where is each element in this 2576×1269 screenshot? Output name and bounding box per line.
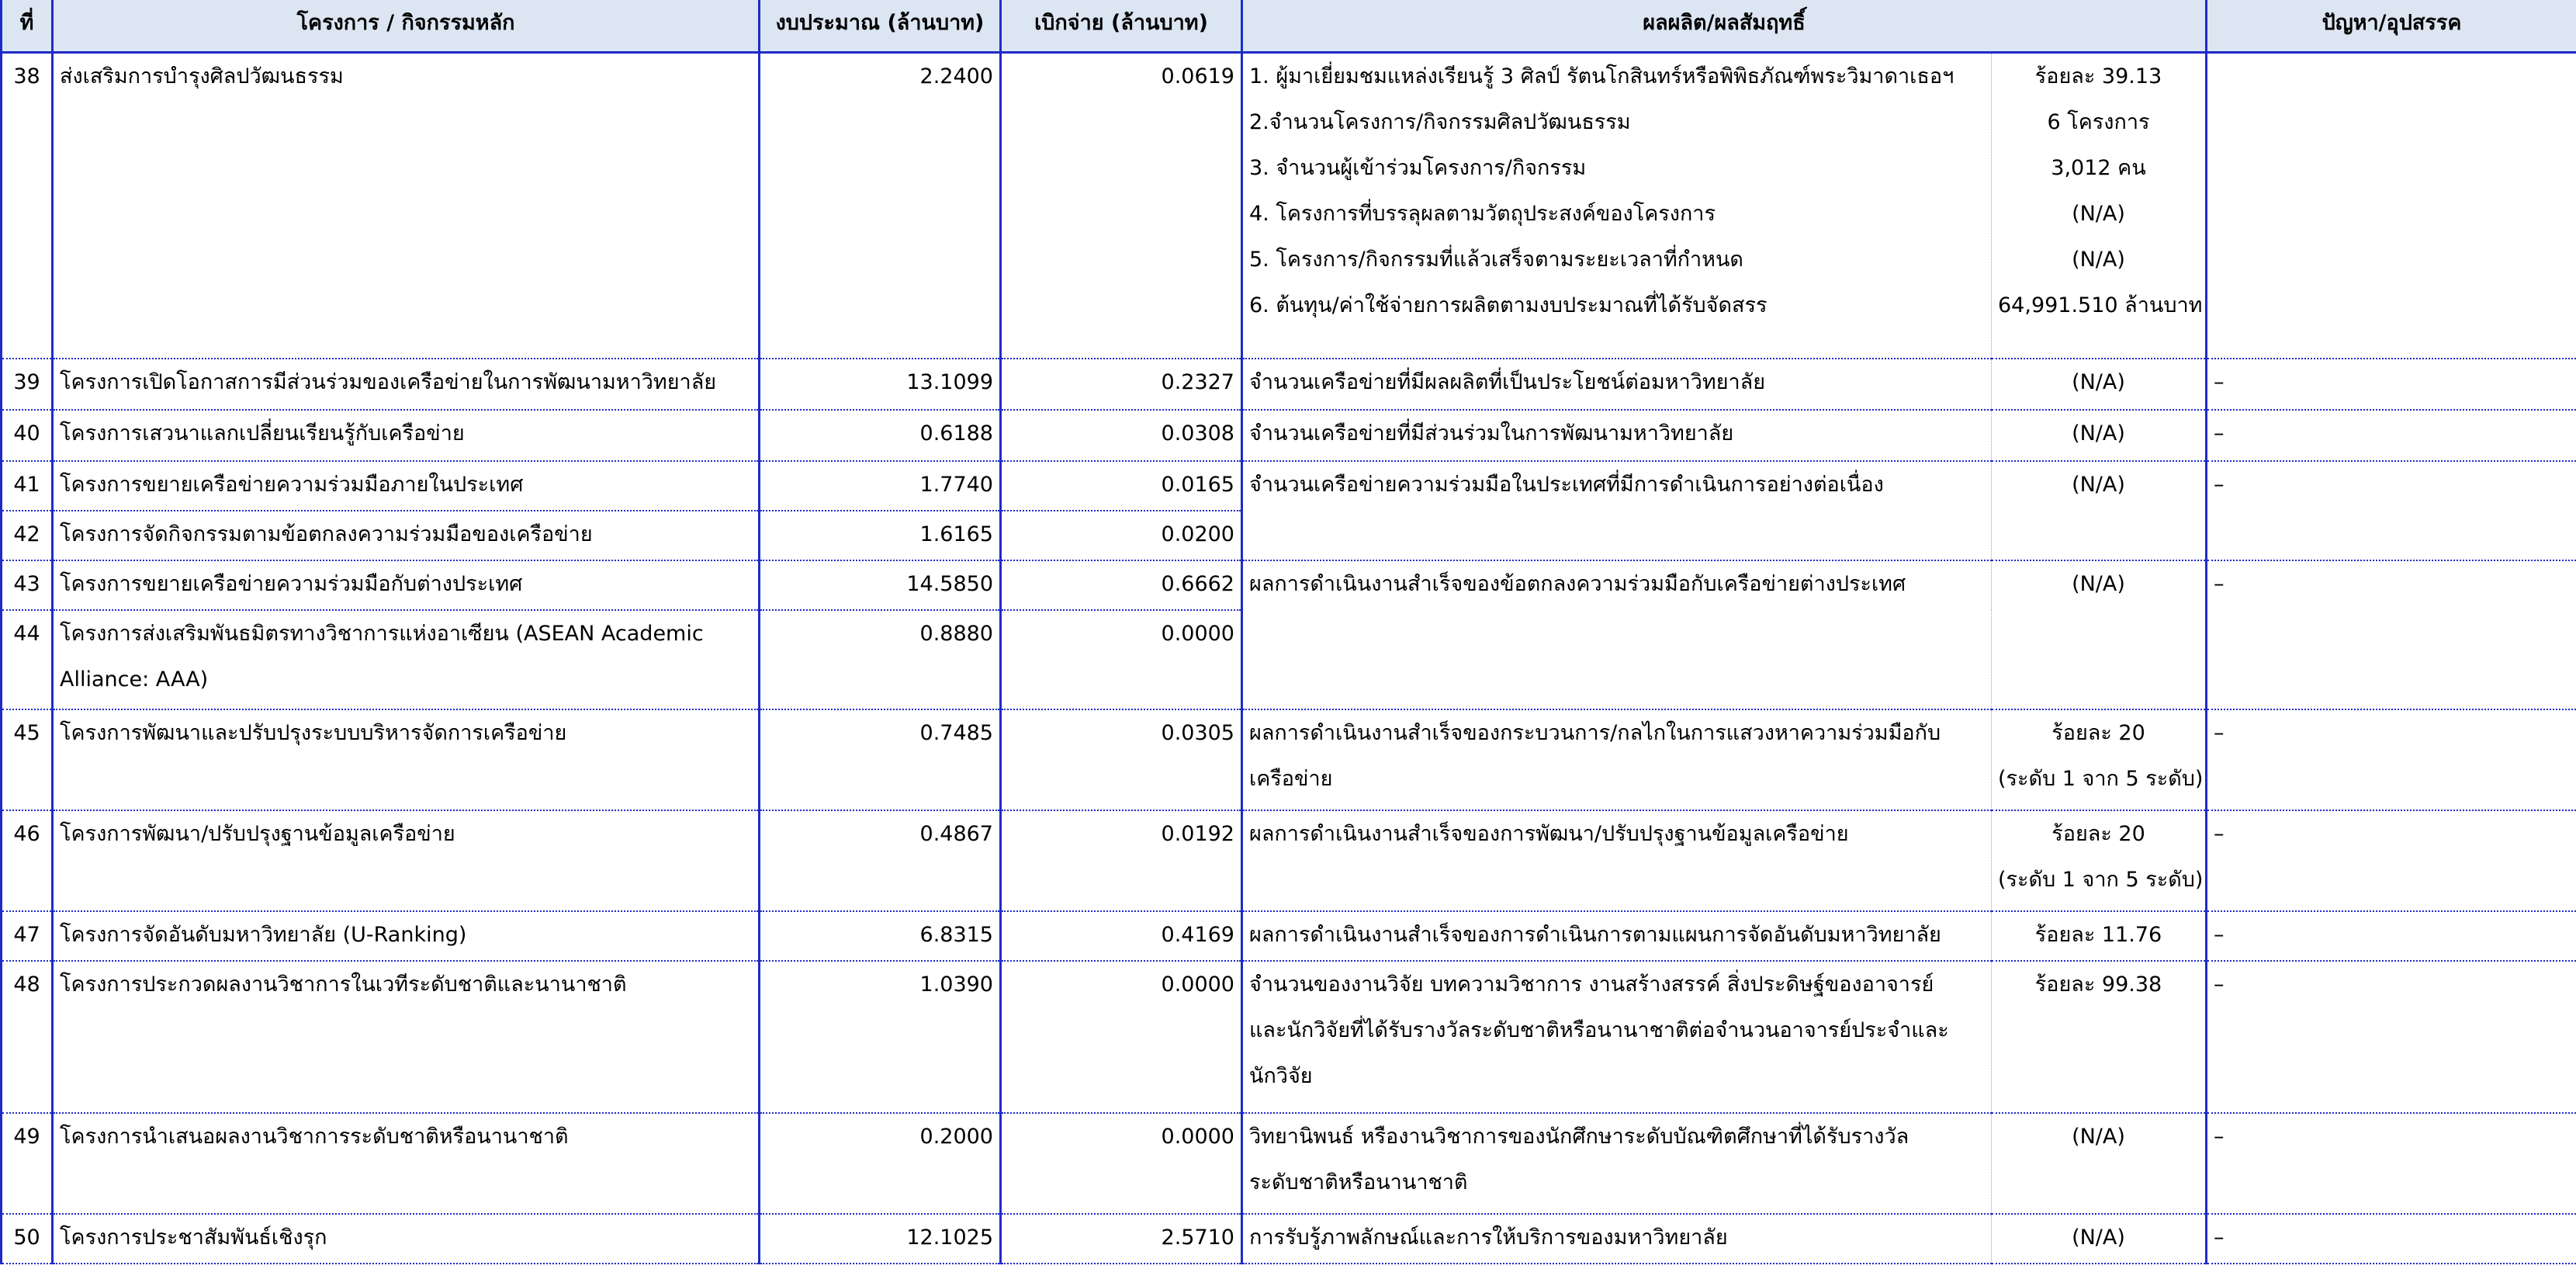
row-number: 38 [2,53,53,359]
header-no: ที่ [2,0,53,53]
budget-value: 13.1099 [760,359,1001,410]
table-row [2,359,2576,410]
table-row [2,810,2576,911]
row-number: 46 [2,810,53,911]
problem-cell: – [2207,359,2576,410]
spent-value: 0.0619 [1001,53,1242,359]
output-line: นักวิจัย [1249,1063,1313,1088]
table-row [2,461,2576,511]
output-line: และนักวิจัยที่ได้รับรางวัลระดับชาติหรือนานาชาติต่อจำนวนอาจารย์ประจำและ [1249,1018,1949,1042]
output-line: 4. โครงการที่บรรลุผลตามวัตถุประสงค์ของโครงการ [1249,202,1716,226]
project-name: โครงการพัฒนา/ปรับปรุงฐานข้อมูลเครือข่าย [53,810,760,911]
spent-value: 0.0165 [1001,461,1242,511]
output-line: เครือข่าย [1249,766,1333,791]
spent-value: 0.0000 [1001,961,1242,1113]
value-line: ร้อยละ 20 [2051,720,2145,745]
project-name: โครงการจัดอันดับมหาวิทยาลัย (U-Ranking) [53,911,760,961]
output-description: จำนวนเครือข่ายที่มีผลผลิตที่เป็นประโยชน์ต่อมหาวิทยาลัย [1242,359,1992,410]
row-number: 42 [2,511,53,560]
table-row [2,1113,2576,1214]
header-budget: งบประมาณ (ล้านบาท) [760,0,1001,53]
output-value [1992,810,2207,911]
row-number: 49 [2,1113,53,1214]
output-value: (N/A) [1992,1214,2207,1264]
problem-cell: – [2207,1214,2576,1264]
output-description: ผลการดำเนินงานสำเร็จของการพัฒนา/ปรับปรุงฐานข้อมูลเครือข่าย [1242,810,1992,911]
project-name: โครงการเปิดโอกาสการมีส่วนร่วมของเครือข่ายในการพัฒนามหาวิทยาลัย [53,359,760,410]
output-value: (N/A) [1992,461,2207,560]
project-line: Alliance: AAA) [60,667,209,692]
row-number: 41 [2,461,53,511]
table-row [2,911,2576,961]
output-line: วิทยานิพนธ์ หรืองานวิชาการของนักศึกษาระดับบัณฑิตศึกษาที่ได้รับรางวัล [1249,1124,1909,1149]
output-description: จำนวนเครือข่ายที่มีส่วนร่วมในการพัฒนามหาวิทยาลัย [1242,410,1992,461]
output-description [1242,709,1992,810]
row-number: 47 [2,911,53,961]
output-line: 2.จำนวนโครงการ/กิจกรรมศิลปวัฒนธรรม [1249,110,1631,134]
problem-cell: – [2207,810,2576,911]
header-problem: ปัญหา/อุปสรรค [2207,0,2576,53]
output-value: ร้อยละ 11.76 [1992,911,2207,961]
output-description: จำนวนเครือข่ายความร่วมมือในประเทศที่มีการดำเนินการอย่างต่อเนื่อง [1242,461,1992,560]
project-name: โครงการจัดกิจกรรมตามข้อตกลงความร่วมมือของเครือข่าย [53,511,760,560]
budget-value: 1.0390 [760,961,1001,1113]
value-line: (ระดับ 1 จาก 5 ระดับ) [1998,867,2204,892]
budget-value: 1.7740 [760,461,1001,511]
output-description: ผลการดำเนินงานสำเร็จของการดำเนินการตามแผนการจัดอันดับมหาวิทยาลัย [1242,911,1992,961]
output-value: ร้อยละ 99.38 [1992,961,2207,1113]
budget-value: 0.7485 [760,709,1001,810]
project-name: โครงการขยายเครือข่ายความร่วมมือภายในประเทศ [53,461,760,511]
output-line: ผลการดำเนินงานสำเร็จของกระบวนการ/กลไกในการแสวงหาความร่วมมือกับ [1249,720,1941,745]
budget-value: 0.4867 [760,810,1001,911]
problem-cell: – [2207,911,2576,961]
project-name: โครงการประกวดผลงานวิชาการในเวทีระดับชาติและนานาชาติ [53,961,760,1113]
budget-value: 0.2000 [760,1113,1001,1214]
output-value: (N/A) [1992,560,2207,709]
problem-cell: – [2207,461,2576,560]
value-line: ร้อยละ 39.13 [2034,64,2162,88]
budget-value: 0.6188 [760,410,1001,461]
output-line: 1. ผู้มาเยี่ยมชมแหล่งเรียนรู้ 3 ศิลป์ รัตนโกสินทร์หรือพิพิธภัณฑ์พระวิมาดาเธอฯ [1249,64,1955,88]
project-name: โครงการพัฒนาและปรับปรุงระบบบริหารจัดการเครือข่าย [53,709,760,810]
table-row [2,961,2576,1113]
table-row [2,410,2576,461]
problem-cell: – [2207,560,2576,709]
output-line: 3. จำนวนผู้เข้าร่วมโครงการ/กิจกรรม [1249,156,1587,180]
budget-value: 6.8315 [760,911,1001,961]
project-line: โครงการส่งเสริมพันธมิตรทางวิชาการแห่งอาเซียน (ASEAN Academic [60,621,704,646]
header-row [2,0,2576,53]
problem-cell: – [2207,709,2576,810]
output-description [1242,961,1992,1113]
output-value [1992,709,2207,810]
project-name: ส่งเสริมการบำรุงศิลปวัฒนธรรม [53,53,760,359]
row-number: 48 [2,961,53,1113]
value-line: 64,991.510 ล้านบาท [1998,293,2203,317]
header-project: โครงการ / กิจกรรมหลัก [53,0,760,53]
spent-value: 0.4169 [1001,911,1242,961]
project-name: โครงการขยายเครือข่ายความร่วมมือกับต่างประเทศ [53,560,760,610]
budget-value: 1.6165 [760,511,1001,560]
spent-value: 2.5710 [1001,1214,1242,1264]
output-description: ผลการดำเนินงานสำเร็จของข้อตกลงความร่วมมือกับเครือข่ายต่างประเทศ [1242,560,1992,709]
spent-value: 0.0000 [1001,1113,1242,1214]
budget-value: 14.5850 [760,560,1001,610]
output-value: (N/A) [1992,1113,2207,1214]
output-value [1992,53,2207,359]
spent-value: 0.0000 [1001,610,1242,709]
project-name: โครงการเสวนาแลกเปลี่ยนเรียนรู้กับเครือข่าย [53,410,760,461]
spent-value: 0.0305 [1001,709,1242,810]
table-row [2,53,2576,359]
table-row [2,560,2576,610]
value-line: (N/A) [2072,248,2125,272]
row-number: 50 [2,1214,53,1264]
value-line: (N/A) [2072,202,2125,226]
budget-value: 0.8880 [760,610,1001,709]
output-line: 6. ต้นทุน/ค่าใช้จ่ายการผลิตตามงบประมาณที่ได้รับจัดสรร [1249,293,1768,317]
project-name [53,610,760,709]
table-row [2,1214,2576,1264]
output-value: (N/A) [1992,410,2207,461]
output-description [1242,1113,1992,1214]
spent-value: 0.2327 [1001,359,1242,410]
row-number: 44 [2,610,53,709]
output-line: ระดับชาติหรือนานาชาติ [1249,1170,1468,1194]
header-spent: เบิกจ่าย (ล้านบาท) [1001,0,1242,53]
problem-cell: – [2207,410,2576,461]
budget-value: 12.1025 [760,1214,1001,1264]
project-name: โครงการนำเสนอผลงานวิชาการระดับชาติหรือนานาชาติ [53,1113,760,1214]
budget-value: 2.2400 [760,53,1001,359]
header-output: ผลผลิต/ผลสัมฤทธิ์ [1242,0,2207,53]
value-line: ร้อยละ 20 [2051,821,2145,846]
row-number: 40 [2,410,53,461]
output-line: จำนวนของงานวิจัย บทความวิชาการ งานสร้างสรรค์ สิ่งประดิษฐ์ของอาจารย์ [1249,972,1934,997]
problem-cell [2207,53,2576,359]
spent-value: 0.0308 [1001,410,1242,461]
output-value: (N/A) [1992,359,2207,410]
output-description: การรับรู้ภาพลักษณ์และการให้บริการของมหาวิทยาลัย [1242,1214,1992,1264]
row-number: 45 [2,709,53,810]
output-description [1242,53,1992,359]
problem-cell: – [2207,961,2576,1113]
value-line: 3,012 คน [2051,156,2146,180]
row-number: 39 [2,359,53,410]
value-line: (ระดับ 1 จาก 5 ระดับ) [1998,766,2204,791]
value-line: 6 โครงการ [2047,110,2150,134]
spent-value: 0.6662 [1001,560,1242,610]
row-number: 43 [2,560,53,610]
output-line: 5. โครงการ/กิจกรรมที่แล้วเสร็จตามระยะเวลาที่กำหนด [1249,248,1743,272]
spent-value: 0.0200 [1001,511,1242,560]
table-row [2,709,2576,810]
project-name: โครงการประชาสัมพันธ์เชิงรุก [53,1214,760,1264]
spent-value: 0.0192 [1001,810,1242,911]
problem-cell: – [2207,1113,2576,1214]
